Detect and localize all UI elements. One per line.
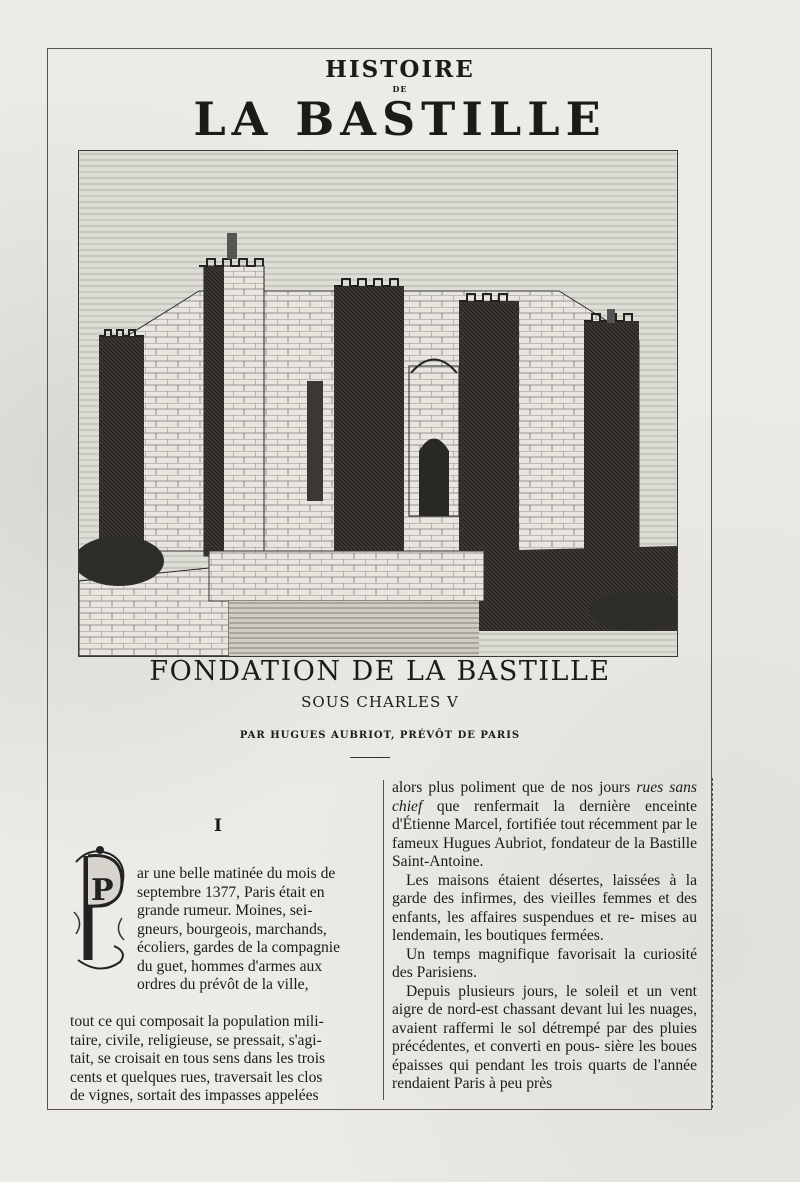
paragraph: Un temps magnifique favorisait la curiosité des Parisiens. — [392, 945, 697, 981]
title-la-bastille: LA BASTILLE — [193, 92, 607, 146]
section-number: I — [214, 816, 222, 836]
chapter-heading: FONDATION DE LA BASTILLE — [149, 656, 611, 687]
body-right-column — [392, 779, 697, 1094]
body-left-full — [70, 1013, 373, 1106]
chapter-subheading: SOUS CHARLES V — [301, 693, 459, 711]
text-line: taire, civile, religieuse, se pressait, s'agi- — [70, 1031, 322, 1049]
paragraph: Depuis plusieurs jours, le soleil et un vent aigre de nord-est chassant devant lui les nuages, avaient raffermi le sol détrempé par des pluies précédentes, et converti en pous- sière les boues épaisses qui pendant les trois quarts de l'année rendaient Paris à peu près — [392, 982, 697, 1092]
text-line: du guet, hommes d'armes aux — [137, 957, 323, 975]
column-divider — [383, 780, 384, 1100]
text-line: grande rumeur. Moines, sei- — [137, 902, 313, 919]
text-line: tait, se croisait en tous sens dans les trois — [70, 1050, 326, 1067]
text-line: tout ce qui composait la population mili- — [70, 1013, 324, 1030]
title-histoire: HISTOIRE — [325, 56, 475, 83]
text-line: ar une belle matinée du mois de — [137, 865, 336, 882]
dropcap-letter: P — [91, 873, 114, 908]
text-run: alors plus poliment que de nos jours — [392, 779, 637, 796]
frame-dashed-edge — [712, 778, 714, 1108]
body-left-indented — [137, 865, 373, 995]
paragraph — [392, 779, 697, 872]
text-run: que renfermait la dernière enceinte d'Étienne Marcel, fortifiée tout récemment par le fameux Hugues Aubriot, fondateur de la Bastille Saint-Antoine. — [392, 797, 697, 870]
text-line: de vignes, sortait des impasses appelées — [70, 1087, 319, 1104]
dropcap-ornament-icon — [70, 842, 132, 976]
divider — [350, 757, 390, 758]
author-line: PAR HUGUES AUBRIOT, PRÉVÔT DE PARIS — [239, 730, 521, 741]
text-line: ordres du prévôt de la ville, — [137, 976, 309, 993]
text-line: septembre 1377, Paris était en — [137, 883, 325, 901]
text-line: écoliers, gardes de la compagnie — [137, 939, 341, 956]
paragraph: Les maisons étaient désertes, laissées à la garde des infirmes, des vieilles femmes et des enfants, les affaires suspendues et re- mises au lendemain, les boutiques fermées. — [392, 871, 697, 944]
text-line: gneurs, bourgeois, marchands, — [137, 920, 327, 938]
title-de: DE — [392, 84, 408, 94]
text-line: cents et quelques rues, traversait les clos — [70, 1068, 323, 1086]
italic-phrase: rues sans chief — [392, 779, 698, 815]
bastille-engraving-icon — [78, 150, 678, 657]
